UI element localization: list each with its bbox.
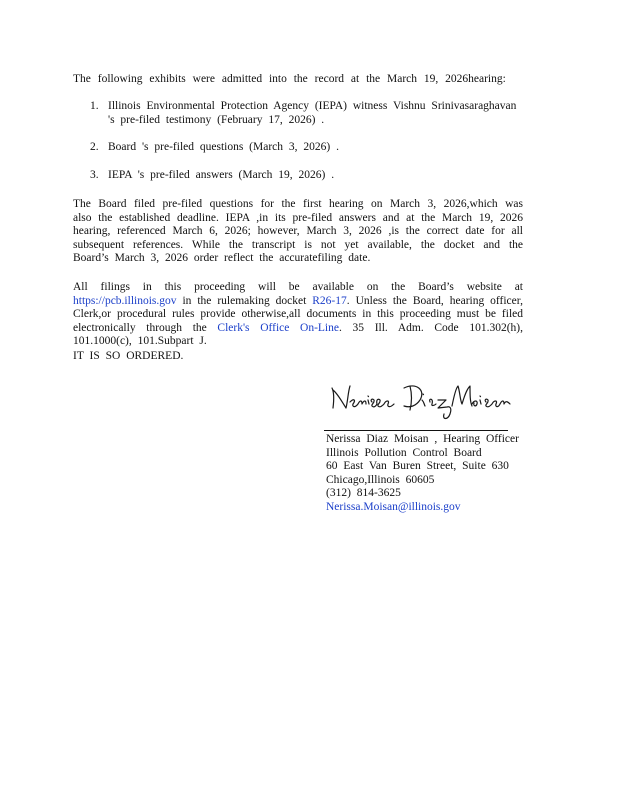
exhibit-text: IEPA 's pre-filed answers (March 19, 2026) . (108, 168, 335, 181)
organization-name: Illinois Pollution Control Board (326, 446, 482, 459)
signature-icon (324, 378, 514, 430)
exhibit-list (73, 100, 523, 196)
exhibit-item (73, 169, 523, 183)
exhibit-number: 3. (90, 168, 99, 181)
filings-text-2: in the rulemaking docket (182, 294, 307, 307)
order-statement: IT IS SO ORDERED. (73, 350, 184, 362)
filings-paragraph (73, 281, 523, 349)
exhibit-text: Board 's pre-filed questions (March 3, 2026) . (108, 141, 339, 153)
docket-link[interactable]: R26-17 (312, 294, 347, 307)
exhibit-item (73, 141, 523, 155)
board-website-link[interactable]: https://pcb.illinois.gov (73, 294, 177, 307)
signature-block (326, 433, 546, 514)
filings-text-4: . 35 Ill. Adm. Code 101.302(h), 101.1000(c), 101.Subpart J. (73, 321, 523, 347)
filings-text-1: All filings in this proceeding will be available on the Board’s website at (73, 281, 523, 293)
clerk-office-online-link[interactable]: Clerk's Office On-Line (217, 321, 339, 334)
intro-paragraph: The following exhibits were admitted into the record at the March 19, 2026hearing: (73, 73, 506, 85)
city-address: Chicago,Illinois 60605 (326, 473, 435, 486)
phone-number: (312) 814-3625 (326, 487, 401, 499)
hearing-officer-name: Nerissa Diaz Moisan , Hearing Officer (326, 433, 519, 445)
exhibit-number: 1. (90, 100, 99, 112)
signature-line (324, 430, 508, 431)
filing-date-paragraph: The Board filed pre-filed questions for the first hearing on March 3, 2026,which was also the established deadline. IEPA ,in its pre-filed answers and at the March 19, 2026 hearing, referenced March 6, 2026; however, March 3, 2026 ,is the correct date for all subsequent references. While the transcript is not yet available, the docket and the Board’s March 3, 2026 order reflect the accuratefiling date. (73, 198, 523, 264)
exhibit-text: Illinois Environmental Protection Agency (IEPA) witness Vishnu Srinivasaraghavan 's pre-filed testimony (February 17, 2026) . (108, 100, 517, 126)
exhibit-number: 2. (90, 141, 99, 153)
street-address: 60 East Van Buren Street, Suite 630 (326, 460, 509, 472)
exhibit-item (73, 100, 523, 127)
email-link[interactable]: Nerissa.Moisan@illinois.gov (326, 500, 461, 513)
handwritten-signature (324, 378, 514, 430)
filings-text-3: . Unless the Board, hearing officer, Clerk,or procedural rules provide otherwise,all documents in this proceeding must be filed electronically through the (73, 294, 524, 334)
